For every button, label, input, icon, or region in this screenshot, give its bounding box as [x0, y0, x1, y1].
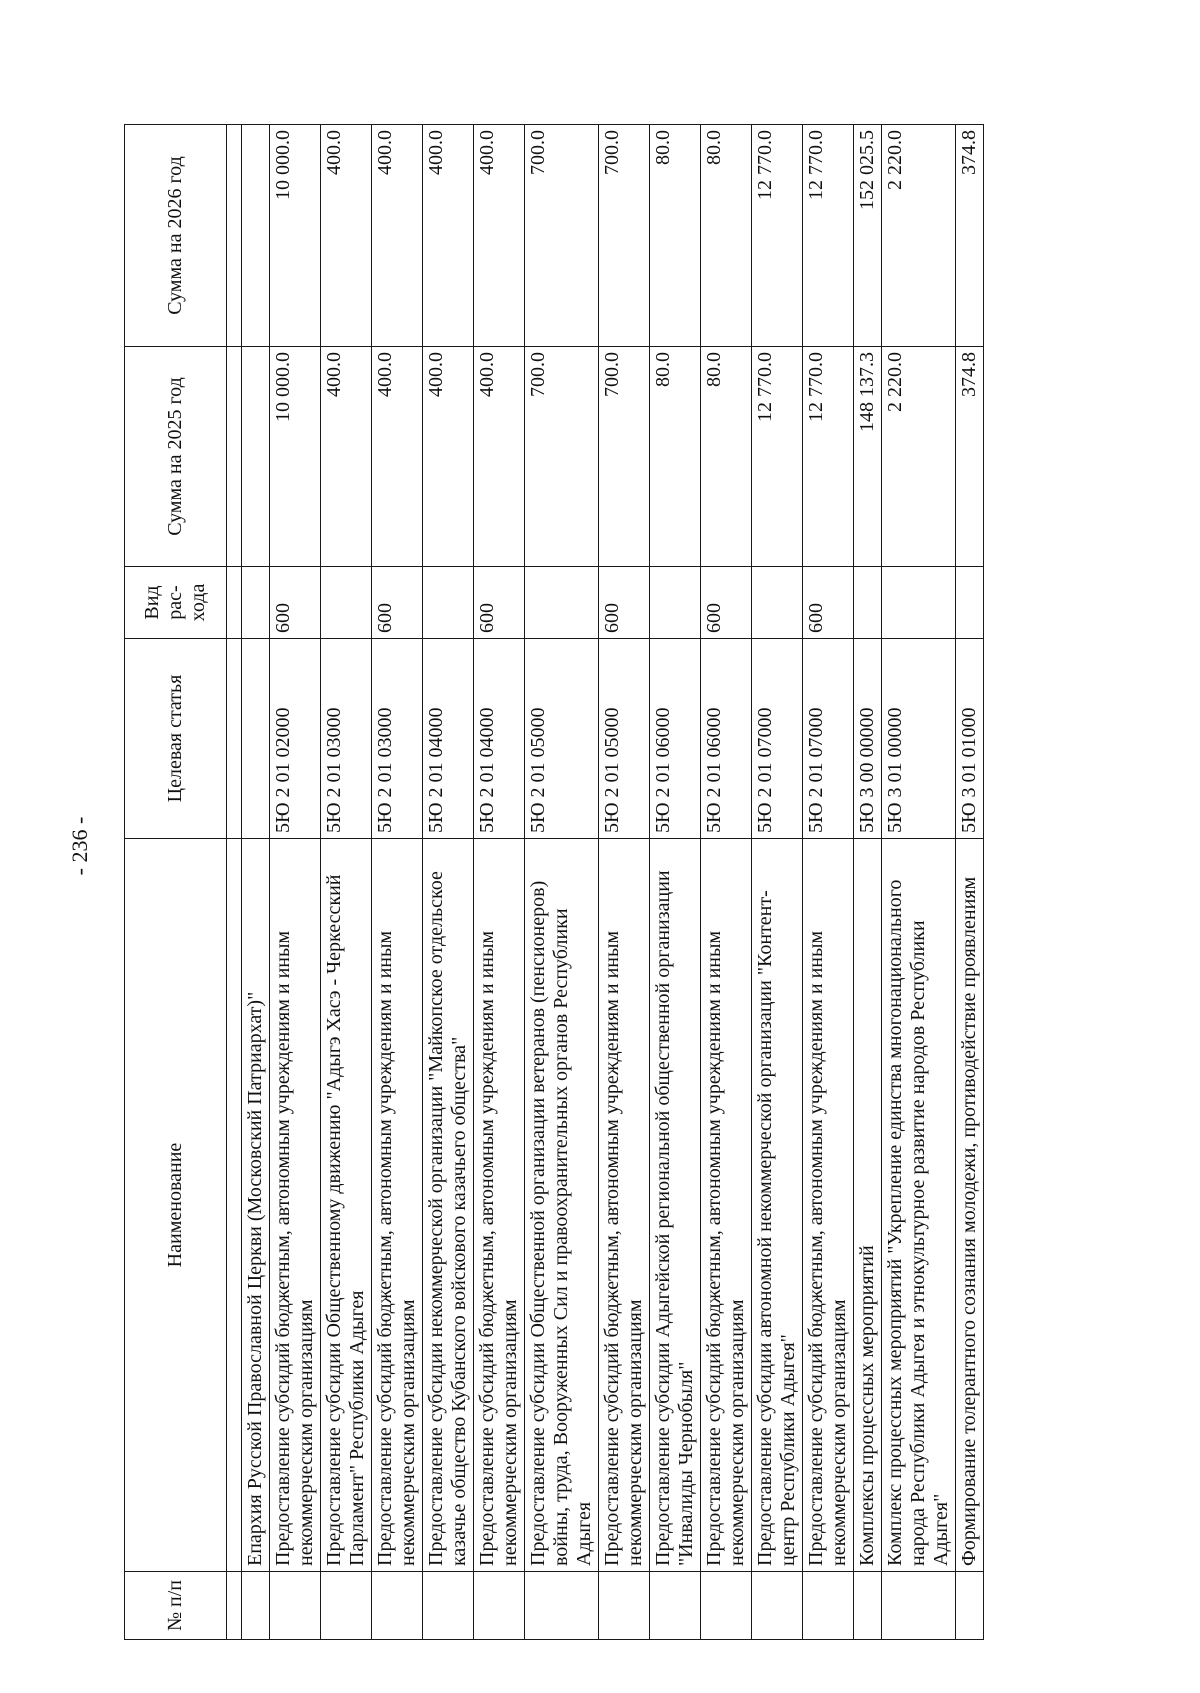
cell-sum2026: 400.0 — [423, 125, 474, 347]
cell-sum2025: 700.0 — [525, 347, 599, 567]
cell-sum2025: 400.0 — [372, 347, 423, 567]
cell-target: 5Ю 2 01 05000 — [525, 639, 599, 839]
cell-name: Предоставление субсидии Адыгейской региональной общественной организации "Инвалиды Чернобыля" — [650, 839, 701, 1572]
cell-kind — [423, 567, 474, 639]
cell-sum2026: 700.0 — [525, 125, 599, 347]
table-row — [803, 125, 854, 1640]
cell-target: 5Ю 2 01 04000 — [474, 639, 525, 839]
table-row — [242, 125, 270, 1640]
table-row — [599, 125, 650, 1640]
cell-sum2026: 12 770.0 — [752, 125, 803, 347]
table-row — [854, 125, 882, 1640]
cell-num — [474, 1572, 525, 1640]
spacer-row — [227, 125, 242, 1640]
cell-kind: 600 — [803, 567, 854, 639]
cell-sum2025: 400.0 — [474, 347, 525, 567]
cell-sum2026: 400.0 — [474, 125, 525, 347]
cell-num — [803, 1572, 854, 1640]
cell-sum2025: 12 770.0 — [803, 347, 854, 567]
cell-kind — [242, 567, 270, 639]
header-num: № п/п — [125, 1572, 227, 1640]
cell-sum2026: 10 000.0 — [270, 125, 321, 347]
cell-target: 5Ю 2 01 06000 — [701, 639, 752, 839]
cell-name: Предоставление субсидий бюджетным, автономным учреждениям и иным некоммерческим организациям — [474, 839, 525, 1572]
table-header-row — [125, 125, 227, 1640]
cell-num — [270, 1572, 321, 1640]
cell-target — [242, 639, 270, 839]
cell-num — [242, 1572, 270, 1640]
cell-sum2025: 80.0 — [701, 347, 752, 567]
cell-sum2026: 374.8 — [956, 125, 984, 347]
cell-sum2026: 400.0 — [321, 125, 372, 347]
cell-sum2026: 2 220.0 — [882, 125, 956, 347]
cell-sum2025: 700.0 — [599, 347, 650, 567]
cell-sum2026: 152 025.5 — [854, 125, 882, 347]
cell-sum2026: 700.0 — [599, 125, 650, 347]
cell-name: Комплексы процессных мероприятий — [854, 839, 882, 1572]
cell-target: 5Ю 3 01 01000 — [956, 639, 984, 839]
cell-num — [882, 1572, 956, 1640]
cell-name: Предоставление субсидий бюджетным, автономным учреждениям и иным некоммерческим организациям — [599, 839, 650, 1572]
budget-table — [124, 124, 984, 1640]
cell-kind — [650, 567, 701, 639]
rotated-table-container — [124, 125, 1076, 1640]
table-row — [956, 125, 984, 1640]
header-target: Целевая статья — [125, 639, 227, 839]
cell-sum2026: 80.0 — [650, 125, 701, 347]
cell-sum2025: 2 220.0 — [882, 347, 956, 567]
cell-name: Предоставление субсидий бюджетным, автономным учреждениям и иным некоммерческим организациям — [270, 839, 321, 1572]
cell-kind — [525, 567, 599, 639]
cell-name: Предоставление субсидий бюджетным, автономным учреждениям и иным некоммерческим организациям — [701, 839, 752, 1572]
cell-target: 5Ю 3 01 00000 — [882, 639, 956, 839]
cell-sum2025: 80.0 — [650, 347, 701, 567]
table-row — [321, 125, 372, 1640]
cell-target: 5Ю 2 01 06000 — [650, 639, 701, 839]
cell-kind — [882, 567, 956, 639]
cell-sum2026: 80.0 — [701, 125, 752, 347]
cell-target: 5Ю 2 01 02000 — [270, 639, 321, 839]
header-name: Наименование — [125, 839, 227, 1572]
table-row — [752, 125, 803, 1640]
cell-sum2025: 12 770.0 — [752, 347, 803, 567]
cell-name: Предоставление субсидии некоммерческой организации "Майкопское отдельское казачье общество Кубанского войскового казачьего общества" — [423, 839, 474, 1572]
table-row — [270, 125, 321, 1640]
cell-kind: 600 — [270, 567, 321, 639]
cell-kind: 600 — [701, 567, 752, 639]
cell-kind: 600 — [474, 567, 525, 639]
cell-num — [956, 1572, 984, 1640]
cell-target: 5Ю 2 01 04000 — [423, 639, 474, 839]
cell-num — [854, 1572, 882, 1640]
header-kind: Вид рас-хода — [125, 567, 227, 639]
page-number: - 236 - — [67, 816, 92, 876]
cell-name: Комплекс процессных мероприятий "Укрепление единства многонационального народа Республики Адыгея и этнокультурное развитие народов Республики Адыгея" — [882, 839, 956, 1572]
table-row — [882, 125, 956, 1640]
cell-kind: 600 — [372, 567, 423, 639]
cell-sum2025: 148 137.3 — [854, 347, 882, 567]
cell-target: 5Ю 2 01 07000 — [752, 639, 803, 839]
cell-target: 5Ю 2 01 05000 — [599, 639, 650, 839]
cell-num — [701, 1572, 752, 1640]
cell-kind — [321, 567, 372, 639]
table-row — [372, 125, 423, 1640]
cell-sum2025: 400.0 — [321, 347, 372, 567]
cell-target: 5Ю 2 01 07000 — [803, 639, 854, 839]
cell-target: 5Ю 3 00 00000 — [854, 639, 882, 839]
header-sum2026: Сумма на 2026 год — [125, 125, 227, 347]
table-row — [423, 125, 474, 1640]
table-row — [474, 125, 525, 1640]
cell-target: 5Ю 2 01 03000 — [321, 639, 372, 839]
cell-sum2026: 400.0 — [372, 125, 423, 347]
cell-num — [599, 1572, 650, 1640]
cell-sum2025: 374.8 — [956, 347, 984, 567]
table-row — [701, 125, 752, 1640]
table-row — [525, 125, 599, 1640]
table-row — [650, 125, 701, 1640]
cell-num — [423, 1572, 474, 1640]
cell-name: Предоставление субсидии Общественному движению "Адыгэ Хасэ - Черкесский Парламент" Республики Адыгея — [321, 839, 372, 1572]
cell-name: Формирование толерантного сознания молодежи, противодействие проявлениям — [956, 839, 984, 1572]
cell-sum2025 — [242, 347, 270, 567]
cell-kind — [752, 567, 803, 639]
cell-target: 5Ю 2 01 03000 — [372, 639, 423, 839]
cell-name: Предоставление субсидий бюджетным, автономным учреждениям и иным некоммерческим организациям — [803, 839, 854, 1572]
cell-name: Епархия Русской Православной Церкви (Московский Патриархат)" — [242, 839, 270, 1572]
cell-num — [525, 1572, 599, 1640]
cell-name: Предоставление субсидии Общественной организации ветеранов (пенсионеров) войны, труда, Вооруженных Сил и правоохранительных органов Республики Адыгея — [525, 839, 599, 1572]
cell-num — [752, 1572, 803, 1640]
cell-kind — [956, 567, 984, 639]
cell-name: Предоставление субсидии автономной некоммерческой организации "Контент-центр Республики Адыгея" — [752, 839, 803, 1572]
cell-sum2025: 400.0 — [423, 347, 474, 567]
table-body — [242, 125, 984, 1640]
cell-kind — [854, 567, 882, 639]
cell-sum2025: 10 000.0 — [270, 347, 321, 567]
cell-num — [650, 1572, 701, 1640]
cell-sum2026 — [242, 125, 270, 347]
cell-name: Предоставление субсидий бюджетным, автономным учреждениям и иным некоммерческим организациям — [372, 839, 423, 1572]
cell-num — [372, 1572, 423, 1640]
cell-num — [321, 1572, 372, 1640]
cell-kind: 600 — [599, 567, 650, 639]
header-sum2025: Сумма на 2025 год — [125, 347, 227, 567]
cell-sum2026: 12 770.0 — [803, 125, 854, 347]
